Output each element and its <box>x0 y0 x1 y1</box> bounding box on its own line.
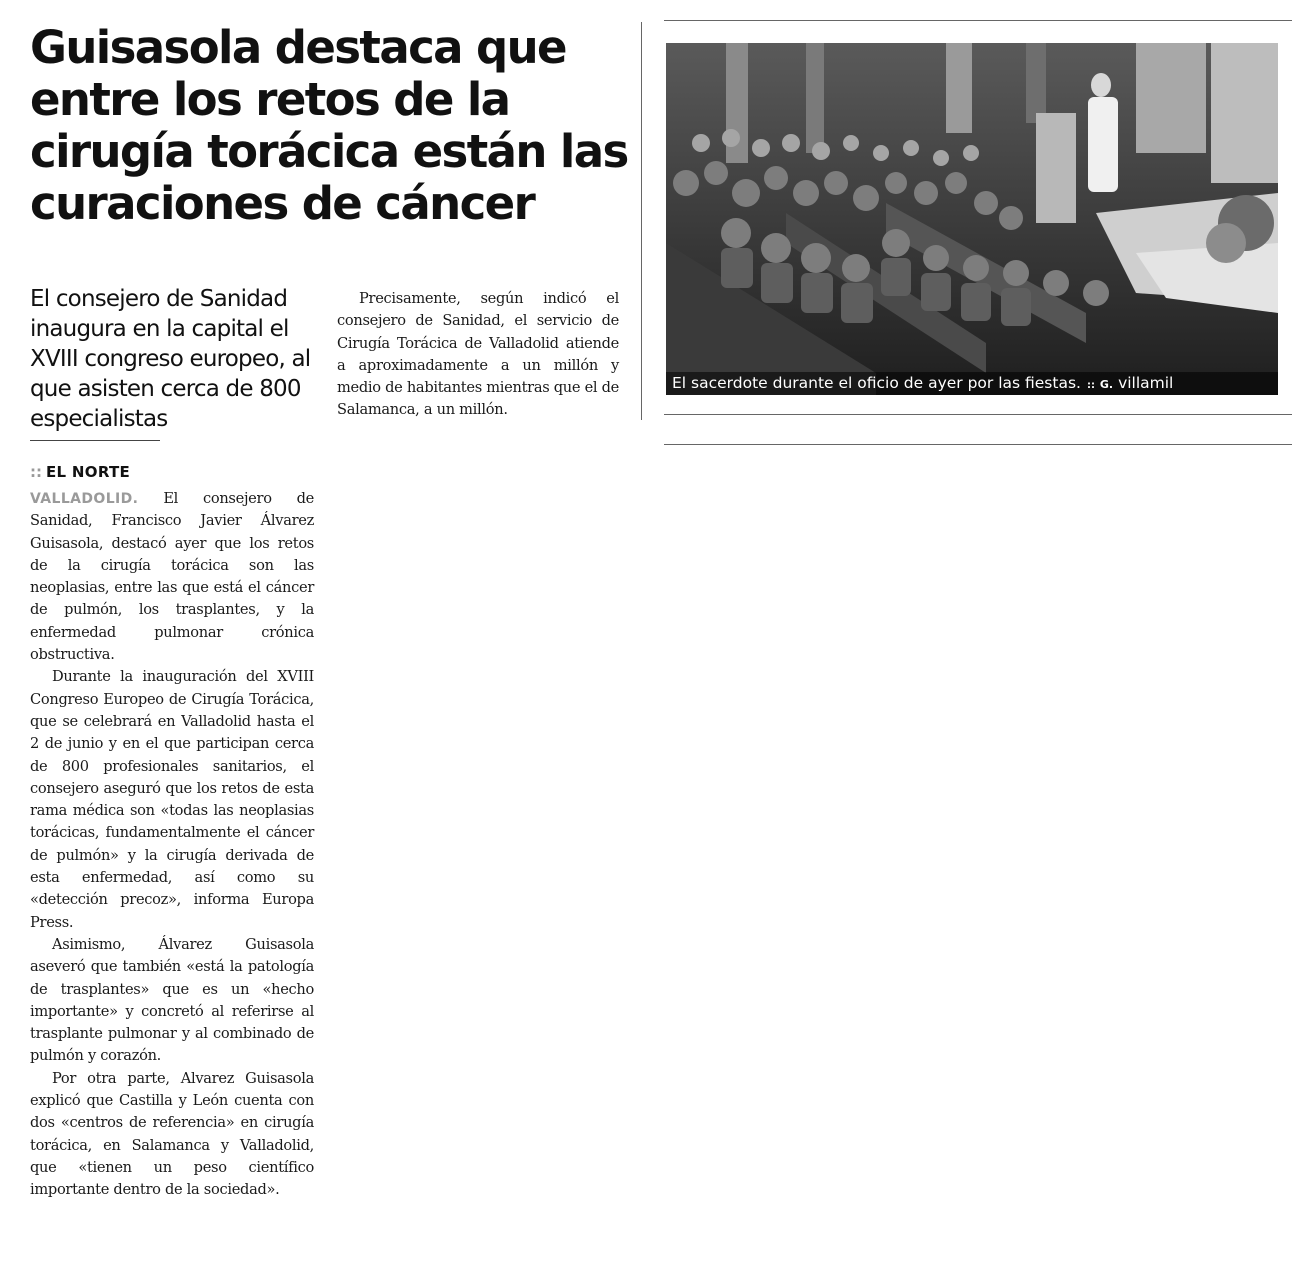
news-photo <box>666 43 1278 395</box>
headline: Guisasola destaca que entre los retos de la cirugía torácica están las curaciones de cáncer <box>30 21 628 230</box>
photo-section-rule <box>664 444 1292 445</box>
photo-caption <box>666 372 1278 395</box>
body-paragraph: Precisamente, según indicó el consejero de Sanidad, el servicio de Cirugía Torácica de Valladolid atiende a aproximadamente a un millón y medio de habitantes mientras que el de Salamanca, a un millón. <box>337 290 619 419</box>
body-paragraph: Asimismo, Álvarez Guisasola aseveró que también «está la patología de trasplantes» que es un «hecho importante» y concretó al referirse al trasplante pulmonar y al combinado de pulmón y corazón. <box>30 935 314 1065</box>
photo-bottom-rule <box>664 414 1292 415</box>
credit-marker: :: <box>1086 380 1095 391</box>
credit-initial: G. <box>1099 378 1114 391</box>
body-paragraph-text: El consejero de Sanidad, Francisco Javier Álvarez Guisasola, destacó ayer que los retos de la cirugía torácica son las neoplasias, entre las que está el cáncer de pulmón, los trasplantes, y la enfermedad pulmonar crónica obstructiva. <box>30 490 314 664</box>
article-body-column-2 <box>337 288 619 422</box>
body-paragraph <box>30 488 314 666</box>
byline-text: EL NORTE <box>46 463 131 481</box>
photo-top-rule <box>664 20 1292 21</box>
subheadline: El consejero de Sanidad inaugura en la capital el XVIII congreso europeo, al que asisten cerca de 800 especialistas <box>30 286 311 432</box>
dateline: VALLADOLID. <box>30 491 139 507</box>
body-paragraph: Por otra parte, Alvarez Guisasola explicó que Castilla y León cuenta con dos «centros de referencia» en cirugía torácica, en Salamanca y Valladolid, que «tienen un peso científico importante dentro de la sociedad». <box>30 1069 314 1199</box>
church-congregation-photo <box>666 43 1278 395</box>
body-paragraph: Durante la inauguración del XVIII Congreso Europeo de Cirugía Torácica, que se celebrará en Valladolid hasta el 2 de junio y en el que participan cerca de 800 profesionales sanitarios, el consejero aseguró que los retos de esta rama médica son «todas las neoplasias torácicas, fundamentalmente el cáncer de pulmón» y la cirugía derivada de esta enfermedad, así como su «detección precoz», informa Europa Press. <box>30 668 314 931</box>
subheadline-divider <box>30 440 160 441</box>
byline-marker: :: <box>30 463 42 481</box>
photo-credit: villamil <box>1118 374 1174 392</box>
column-divider <box>641 22 642 420</box>
byline <box>30 463 130 481</box>
caption-text: El sacerdote durante el oficio de ayer por las fiestas. <box>672 374 1081 392</box>
article-body-column-1 <box>30 488 314 1202</box>
